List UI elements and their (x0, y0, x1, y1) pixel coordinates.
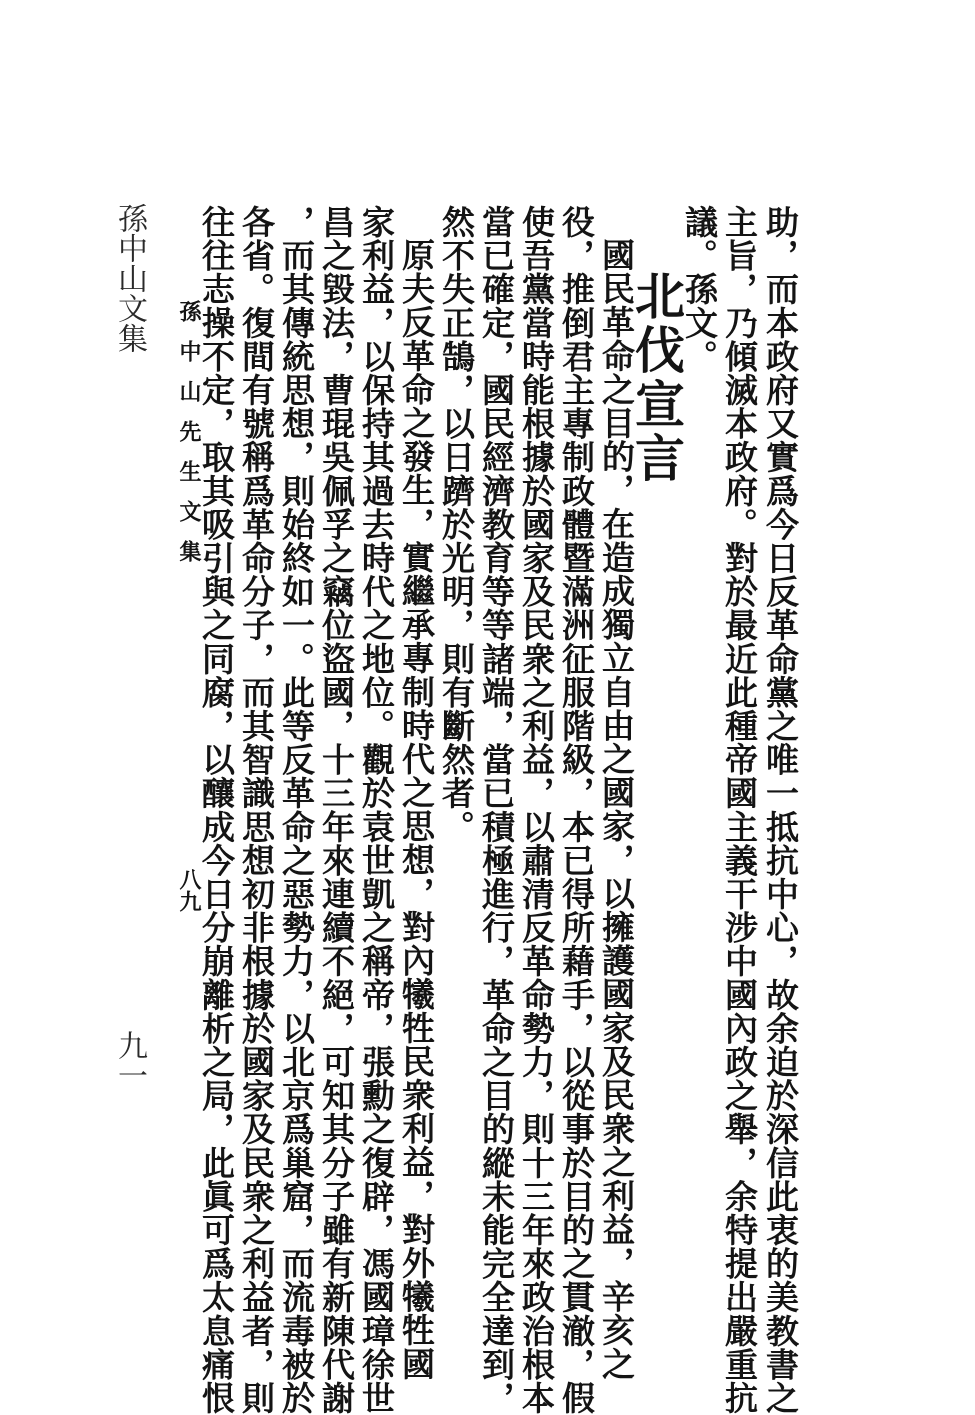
text-line: 各省。復間有號稱爲革命分子，而其智識思想初非根據於國家及民衆之利益者，則 (237, 205, 276, 1415)
running-head-title: 孫中山文集 (112, 203, 147, 353)
text-line: 議。孫文。 (680, 205, 719, 373)
text-line: 主旨，乃傾滅本政府。對於最近此種帝國主義干涉中國內政之舉，余特提出嚴重抗 (720, 205, 759, 1415)
text-line: 然不失正鵠，以日躋於光明，則有斷然者。 (437, 205, 476, 844)
text-line: 助，而本政府又實爲今日反革命黨之唯一抵抗中心，故余迫於深信此衷的美教書之 (761, 205, 800, 1415)
text-line: 使吾黨當時能根據於國家及民衆之利益，以肅清反革命勢力，則十三年來政治根本 (517, 205, 556, 1415)
inner-folio-title: 孫中山先生文集 (176, 300, 202, 580)
text-line: 役，推倒君主專制政體暨滿洲征服階級，本已得所藉手，以從事於目的之貫澈，假 (557, 205, 596, 1415)
text-line: ，而其傳統思想，則始終如一。此等反革命之惡勢力，以北京爲巢窟，而流毒被於 (277, 205, 316, 1415)
inner-folio-page-number: 八九 (176, 868, 202, 912)
text-line: 昌之毀法，曹琨吳佩孚之竊位盜國，十三年來連續不絕，可知其分子雖有新陳代謝 (317, 205, 356, 1415)
text-line: 往往志操不定，取其吸引與之同腐，以釀成今日分崩離析之局，此眞可爲太息痛恨 (197, 205, 236, 1415)
text-line: 當已確定，國民經濟教育等等諸端，當已積極進行，革命之目的縱未能完全達到， (477, 205, 516, 1415)
text-line: 國民革命之目的，在造成獨立自由之國家，以擁護國家及民衆之利益，辛亥之 (597, 238, 636, 1381)
text-line: 家利益，以保持其過去時代之地位。觀於袁世凱之稱帝，張勳之復辟，馮國璋徐世 (357, 205, 396, 1415)
section-title: 北伐宣言 (627, 270, 686, 486)
text-line: 原夫反革命之發生，實繼承專制時代之思想，對內犧牲民衆利益，對外犧牲國 (397, 238, 436, 1381)
running-head-page-number: 九一 (112, 1030, 147, 1090)
